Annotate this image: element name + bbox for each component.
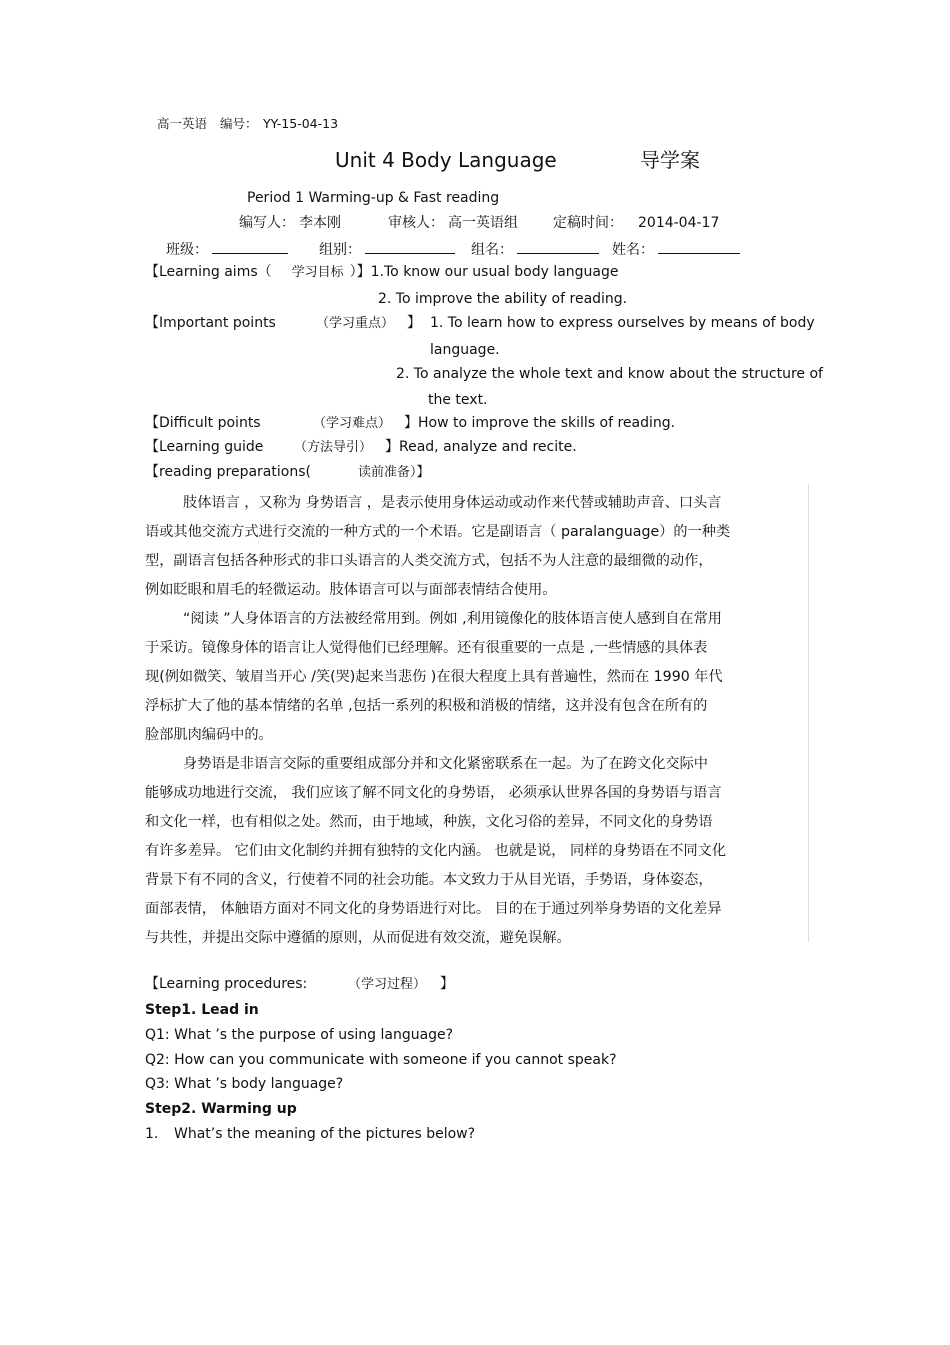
page-title: Unit 4 Body Language bbox=[335, 148, 557, 172]
difficult-label-cn: （学习难点） bbox=[313, 416, 392, 431]
group-name-label: 组名： bbox=[471, 242, 513, 258]
preparations-label: 【reading preparations( bbox=[145, 464, 311, 480]
step2-item-number: 1. bbox=[145, 1126, 159, 1142]
page-title-suffix: 导学案 bbox=[640, 148, 700, 172]
class-blank[interactable] bbox=[212, 239, 288, 254]
group-name-blank[interactable] bbox=[517, 239, 599, 254]
guide-label: 【Learning guide bbox=[145, 439, 264, 455]
aims-label-cn: 学习目标 bbox=[291, 265, 344, 280]
reviewer-label: 审核人： bbox=[388, 215, 444, 231]
aims-label-end: ）】 bbox=[349, 264, 371, 280]
important-item-2-cont: the text. bbox=[428, 392, 488, 408]
important-label-cn: （学习重点） bbox=[316, 316, 395, 331]
reading-line: 语或其他交流方式进行交流的一种方式的一个术语。它是副语言（ paralanguage）的一种类 bbox=[145, 524, 731, 540]
reading-line: “阅读 ”人身体语言的方法被经常用到。例如 ,利用镜像化的肢体语言使人感到自在常用 bbox=[183, 611, 722, 627]
important-label: 【Important points bbox=[145, 315, 276, 331]
reading-line: 肢体语言 ，又称为 身势语言 ，是表示使用身体运动或动作来代替或辅助声音、口头言 bbox=[183, 495, 722, 511]
guide-text: 】Read, analyze and recite. bbox=[385, 439, 577, 455]
name-blank[interactable] bbox=[658, 239, 740, 254]
reading-line: 能够成功地进行交流， 我们应该了解不同文化的身势语， 必须承认世界各国的身势语与语言 bbox=[145, 785, 722, 801]
group-field[interactable] bbox=[319, 239, 455, 259]
writer-label: 编写人： bbox=[239, 215, 295, 231]
important-label-end: 】 bbox=[407, 315, 421, 331]
step2-heading: Step2. Warming up bbox=[145, 1101, 297, 1117]
reading-line: 浮标扩大了他的基本情绪的名单 ,包括一系列的积极和消极的情绪，这并没有包含在所有的 bbox=[145, 698, 708, 714]
procedures-label-cn: （学习过程） bbox=[348, 977, 427, 992]
step1-question-2: Q2: How can you communicate with someone if you cannot speak? bbox=[145, 1052, 617, 1068]
reading-line: 身势语是非语言交际的重要组成部分并和文化紧密联系在一起。为了在跨文化交际中 bbox=[183, 756, 708, 772]
important-item-1: 1. To learn how to express ourselves by means of body bbox=[430, 315, 815, 331]
guide-label-cn: （方法导引） bbox=[294, 440, 373, 455]
period-subtitle: Period 1 Warming-up & Fast reading bbox=[247, 190, 500, 206]
header-number-label: 编号： bbox=[220, 116, 258, 131]
class-label: 班级： bbox=[166, 242, 208, 258]
reading-line: 型，副语言包括各种形式的非口头语言的人类交流方式，包括不为人注意的最细微的动作， bbox=[145, 553, 713, 569]
step1-question-3: Q3: What ’s body language? bbox=[145, 1076, 344, 1092]
reading-box-border bbox=[808, 484, 809, 942]
reviewer-name: 高一英语组 bbox=[448, 215, 518, 231]
header-course: 高一英语 bbox=[157, 116, 208, 131]
header-number: YY-15-04-13 bbox=[263, 116, 339, 131]
difficult-label: 【Difficult points bbox=[145, 415, 261, 431]
date-value: 2014-04-17 bbox=[638, 215, 720, 231]
step2-item-text: What’s the meaning of the pictures below? bbox=[174, 1126, 476, 1142]
date-label: 定稿时间： bbox=[553, 215, 623, 231]
reading-line: 现(例如微笑、皱眉当开心 /笑(哭)起来当悲伤 )在很大程度上具有普遍性，然而在 1990 年代 bbox=[145, 669, 723, 685]
reading-line: 与共性，并提出交际中遵循的原则，从而促进有效交流，避免误解。 bbox=[145, 930, 571, 946]
difficult-text: 】How to improve the skills of reading. bbox=[404, 415, 676, 431]
group-label: 组别： bbox=[319, 242, 361, 258]
preparations-label-cn: 读前准备）】 bbox=[358, 465, 430, 480]
aims-item-1: 1.To know our usual body language bbox=[370, 264, 619, 280]
reading-line: 背景下有不同的含义，行使着不同的社会功能。本文致力于从目光语，手势语，身体姿态， bbox=[145, 872, 713, 888]
group-blank[interactable] bbox=[365, 239, 455, 254]
group-name-field[interactable] bbox=[471, 239, 599, 259]
reading-line: 面部表情， 体触语方面对不同文化的身势语进行对比。 目的在于通过列举身势语的文化差异 bbox=[145, 901, 722, 917]
step1-question-1: Q1: What ’s the purpose of using language? bbox=[145, 1027, 454, 1043]
important-item-1-cont: language. bbox=[430, 342, 500, 358]
reading-line: 和文化一样，也有相似之处。然而，由于地域，种族，文化习俗的差异，不同文化的身势语 bbox=[145, 814, 713, 830]
procedures-label: 【Learning procedures: bbox=[145, 976, 308, 992]
reading-line: 脸部肌肉编码中的。 bbox=[145, 727, 273, 743]
step1-heading: Step1. Lead in bbox=[145, 1002, 259, 1018]
reading-line: 有许多差异。 它们由文化制约并拥有独特的文化内涵。 也就是说， 同样的身势语在不同文化 bbox=[145, 843, 727, 859]
learning-aims bbox=[145, 263, 619, 282]
aims-label: 【Learning aims（ bbox=[145, 264, 272, 280]
aims-item-2: 2. To improve the ability of reading. bbox=[378, 291, 628, 307]
reading-line: 例如眨眼和眉毛的轻微运动。肢体语言可以与面部表情结合使用。 bbox=[145, 582, 557, 598]
writer-name: 李本刚 bbox=[299, 215, 341, 231]
class-field[interactable] bbox=[166, 239, 288, 259]
procedures-label-end: 】 bbox=[440, 976, 454, 992]
important-item-2: 2. To analyze the whole text and know about the structure of bbox=[396, 366, 823, 382]
name-label: 姓名： bbox=[612, 242, 654, 258]
name-field[interactable] bbox=[612, 239, 740, 259]
reading-line: 于采访。镜像身体的语言让人觉得他们已经理解。还有很重要的一点是 ,一些情感的具体表 bbox=[145, 640, 708, 656]
